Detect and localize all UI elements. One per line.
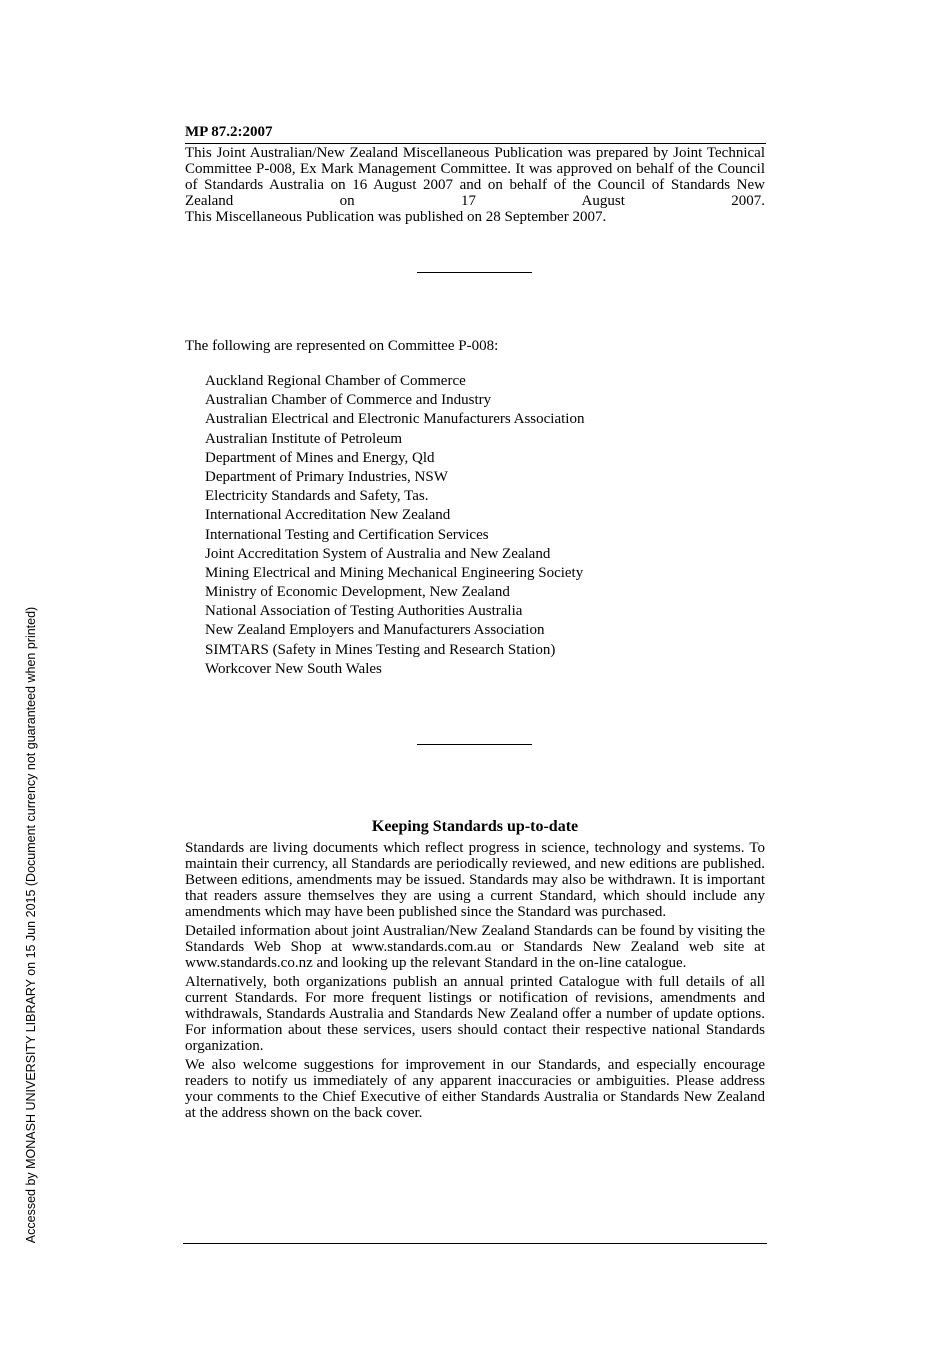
committee-member-list <box>205 372 584 679</box>
access-watermark-text: Accessed by MONASH UNIVERSITY LIBRARY on 15 Jun 2015 (Document currency not guaranteed when printed) <box>24 606 38 1244</box>
keeping-paragraph: Detailed information about joint Australian/New Zealand Standards can be found by visiting the Standards Web Shop at www.standards.com.au or Standards New Zealand web site at www.standards.co.nz and looking up the relevant Standard in the on-line catalogue. <box>185 923 765 971</box>
preparation-paragraph: This Joint Australian/New Zealand Miscellaneous Publication was prepared by Joint Technical Committee P-008, Ex Mark Management Committee. It was approved on behalf of the Council of Standards Australia on 16 August 2007 and on behalf of the Council of Standards New Zealand on 17 August 2007. <box>185 145 765 209</box>
keeping-paragraph: Standards are living documents which reflect progress in science, technology and systems. To maintain their currency, all Standards are periodically reviewed, and new editions are published. Between editions, amendments may be issued. Standards may also be withdrawn. It is important that readers assure themselves they are using a current Standard, which should include any amendments which may have been published since the Standard was purchased. <box>185 840 765 920</box>
committee-member: Electricity Standards and Safety, Tas. <box>205 488 429 505</box>
committee-member: Joint Accreditation System of Australia and New Zealand <box>205 545 551 562</box>
committee-intro: The following are represented on Committee P-008: <box>185 338 499 354</box>
keeping-paragraph: We also welcome suggestions for improvement in our Standards, and especially encourage readers to notify us immediately of any apparent inaccuracies or ambiguities. Please address your comments to the Chief Executive of either Standards Australia or Standards New Zealand at the address shown on the back cover. <box>185 1057 765 1121</box>
committee-member: Australian Electrical and Electronic Manufacturers Association <box>205 411 585 428</box>
document-id: MP 87.2:2007 <box>185 124 273 140</box>
section-divider <box>417 272 532 273</box>
committee-member: New Zealand Employers and Manufacturers Association <box>205 622 545 639</box>
committee-member: Australian Chamber of Commerce and Industry <box>205 392 492 409</box>
committee-member: Australian Institute of Petroleum <box>205 430 403 447</box>
committee-member: Department of Mines and Energy, Qld <box>205 449 435 466</box>
publication-date-paragraph: This Miscellaneous Publication was published on 28 September 2007. <box>185 209 607 225</box>
keeping-paragraph: Alternatively, both organizations publish an annual printed Catalogue with full details of all current Standards. For more frequent listings or notification of revisions, amendments and withdrawals, Standards Australia and Standards New Zealand offer a number of update options. For information about these services, users should contact their respective national Standards organization. <box>185 974 765 1054</box>
committee-member: Ministry of Economic Development, New Zealand <box>205 584 510 601</box>
keeping-standards-heading: Keeping Standards up-to-date <box>371 818 579 835</box>
committee-member: International Testing and Certification Services <box>205 526 489 543</box>
preparation-statement <box>185 145 765 225</box>
section-divider <box>417 744 532 745</box>
committee-member: National Association of Testing Authorities Australia <box>205 603 523 620</box>
committee-member: Workcover New South Wales <box>205 660 382 677</box>
committee-member: SIMTARS (Safety in Mines Testing and Research Station) <box>205 641 556 658</box>
committee-member: Auckland Regional Chamber of Commerce <box>205 373 466 389</box>
committee-member: International Accreditation New Zealand <box>205 507 451 524</box>
footer-rule <box>183 1243 767 1244</box>
keeping-standards-body <box>185 840 765 1124</box>
committee-member: Mining Electrical and Mining Mechanical Engineering Society <box>205 564 584 581</box>
header-rule <box>185 143 766 144</box>
committee-member: Department of Primary Industries, NSW <box>205 468 448 485</box>
